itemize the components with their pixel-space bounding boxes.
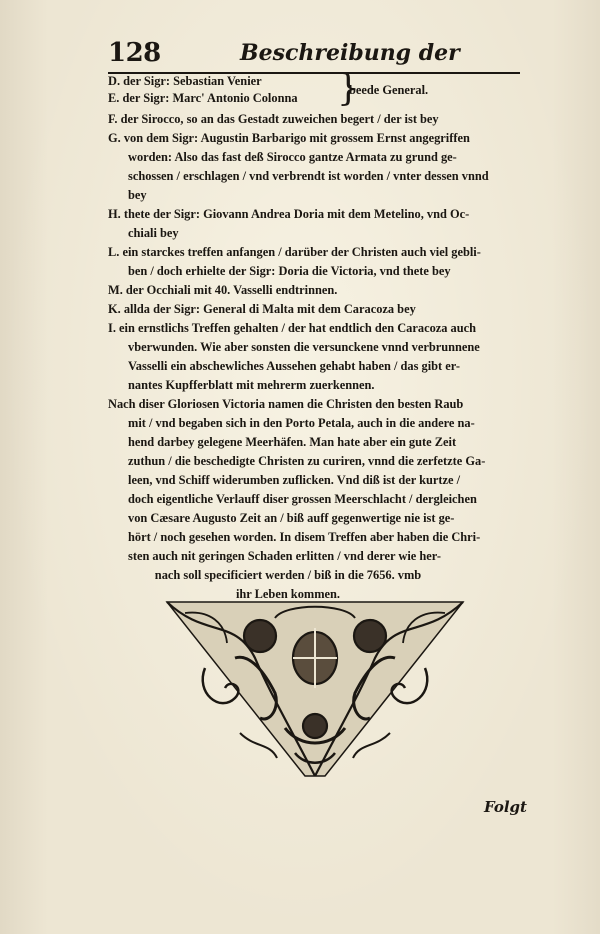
body-text (108, 72, 528, 604)
legend-line-d: D. der Sigr: Sebastian Venier (108, 74, 262, 88)
text-line-i: I. ein ernstlichs Treffen gehalten / der hat endtlich den Caracoza auch (108, 321, 477, 335)
text-line: sten auch nit geringen Schaden erlitten / vnd derer wie her- (128, 549, 441, 563)
text-line: zuthun / die beschedigte Christen zu curiren, vnnd die zerfetzte Ga- (128, 454, 486, 468)
text-line-g: G. von dem Sigr: Augustin Barbarigo mit grossem Ernst angegriffen (108, 131, 470, 145)
text-line: ben / doch erhielte der Sigr: Doria die Victoria, vnd thete bey (128, 264, 451, 278)
text-line: nantes Kupfferblatt mit mehrerm zuerkennen. (128, 378, 375, 392)
text-line-tapered: nach soll specificiert werden / biß in die 7656. vmb (154, 568, 422, 582)
text-line: hört / noch gesehen worden. In disem Treffen aber haben die Chri- (128, 530, 481, 544)
woodcut-ornament-icon (165, 598, 465, 783)
text-line: hend darbey gelegene Meerhäfen. Man hate aber ein gute Zeit (128, 435, 457, 449)
text-line-f: F. der Sirocco, so an das Gestadt zuweichen begert / der ist bey (108, 112, 439, 126)
text-line-m: M. der Occhiali mit 40. Vasselli endtrinnen. (108, 283, 338, 297)
curly-brace-icon: } (337, 72, 360, 109)
text-line: Vasselli ein abschewliches Aussehen gehabt haben / das gibt er- (128, 359, 460, 373)
text-line: doch eigentliche Verlauff diser grossen Meerschlacht / dergleichen (128, 492, 477, 506)
catchword: Folgt (484, 798, 527, 816)
text-line: mit / vnd begaben sich in den Porto Petala, auch in die andere na- (128, 416, 475, 430)
paragraph-start-line: Nach diser Gloriosen Victoria namen die Christen den besten Raub (108, 397, 464, 411)
text-line-h: H. thete der Sigr: Giovann Andrea Doria mit dem Metelino, vnd Oc- (108, 207, 470, 221)
legend-brace-label: beede General. (349, 83, 429, 97)
text-line-k: K. allda der Sigr: General di Malta mit dem Caracoza bey (108, 302, 416, 316)
text-line: worden: Also das fast deß Sirocco gantze Armata zu grund ge- (128, 150, 457, 164)
page-header (108, 38, 520, 74)
page-number: 128 (108, 38, 161, 68)
text-line-l: L. ein starckes treffen anfangen / darüber der Christen auch viel gebli- (108, 245, 481, 259)
text-line: vberwunden. Wie aber sonsten die versunckene vnnd verbrunnene (128, 340, 480, 354)
legend-line-e: E. der Sigr: Marc' Antonio Colonna (108, 91, 298, 105)
running-head: Beschreibung der (240, 40, 460, 66)
text-line-final: ihr Leben kommen. (235, 587, 341, 601)
text-line: leen, vnd Schiff widerumben zuflicken. Vnd diß ist der kurtze / (128, 473, 461, 487)
text-line: bey (128, 188, 147, 202)
general-legend (108, 72, 528, 110)
text-line: von Cæsare Augusto Zeit an / biß auff gegenwertige nie ist ge- (128, 511, 455, 525)
text-line: chiali bey (128, 226, 179, 240)
text-line: schossen / erschlagen / vnd verbrendt ist worden / vnter dessen vnnd (128, 169, 489, 183)
